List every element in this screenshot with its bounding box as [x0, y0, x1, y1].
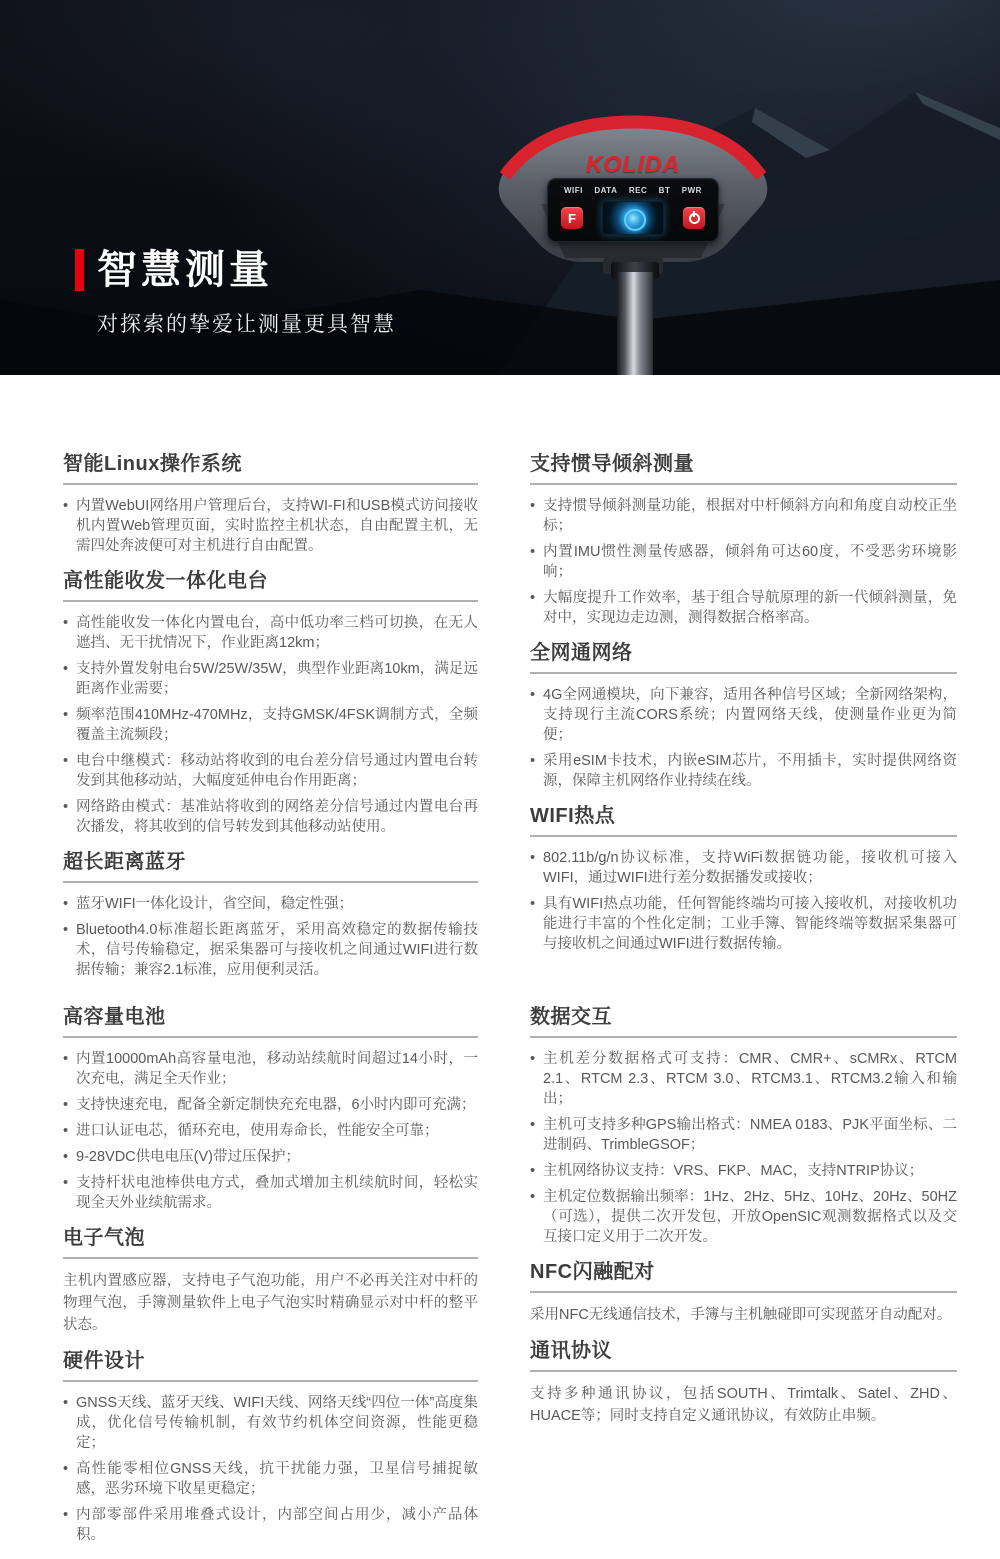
brand-logo: KOLIDA [585, 151, 681, 177]
spec-section [530, 1340, 957, 1427]
page-subtitle: 对探索的挚爱让测量更具智慧 [97, 313, 396, 336]
spec-section [530, 1261, 957, 1326]
spec-list [63, 496, 478, 556]
panel-led-label: WIFI [564, 186, 583, 195]
spec-bullet: • GNSS天线、蓝牙天线、WIFI天线、网络天线“四位一体”高度集成，优化信号传输机制，有效节约机体空间资源，性能更稳定； [63, 1393, 478, 1453]
spec-bullet: • 频率范围410MHz-470MHz，支持GMSK/4FSK调制方式，全频覆盖主流频段； [63, 705, 478, 745]
spec-section [63, 1227, 478, 1336]
section-title: WIFI热点 [530, 805, 957, 837]
section-title: 数据交互 [530, 1006, 957, 1038]
function-button[interactable]: F [561, 207, 583, 229]
spec-section [530, 453, 957, 628]
section-title: 全网通网络 [530, 642, 957, 674]
section-title: NFC闪融配对 [530, 1261, 957, 1293]
section-title: 高容量电池 [63, 1006, 478, 1038]
gnss-receiver-device [495, 112, 771, 278]
spec-paragraph: 支持多种通讯协议，包括SOUTH、Trimtalk、Satel、ZHD、HUACE等；同时支持自定义通讯协议，有效防止串频。 [530, 1386, 957, 1424]
section-title: 电子气泡 [63, 1227, 478, 1259]
spec-section [530, 805, 957, 954]
spec-section [530, 642, 957, 791]
spec-bullet: • 支持杆状电池棒供电方式，叠加式增加主机续航时间，轻松实现全天外业续航需求。 [63, 1173, 478, 1213]
spec-bullet: • Bluetooth4.0标准超长距离蓝牙，采用高效稳定的数据传输技术，信号传输稳定，据采集器可与接收机之间通过WIFI进行数据传输；兼容2.1标准，应用便利灵活。 [63, 920, 478, 980]
spec-bullet: • 4G全网通模块，向下兼容，适用各种信号区域；全新网络架构，支持现行主流CORS系统；内置网络天线，使测量作业更为简便； [530, 685, 957, 745]
spec-list [530, 685, 957, 791]
spec-column-left-top [63, 453, 478, 1006]
spec-bullet: • 高性能零相位GNSS天线，抗干扰能力强，卫星信号捕捉敏感，恶劣环境下收星更稳定； [63, 1459, 478, 1499]
spec-list [530, 496, 957, 628]
spec-bullet: • 主机网络协议支持：VRS、FKP、MAC，支持NTRIP协议； [530, 1161, 957, 1181]
section-title: 高性能收发一体化电台 [63, 570, 478, 602]
spec-bullet: • 支持惯导倾斜测量功能，根据对中杆倾斜方向和角度自动校正坐标； [530, 496, 957, 536]
spec-bullet: • 内置IMU惯性测量传感器，倾斜角可达60度，不受恶劣环境影响； [530, 542, 957, 582]
power-icon [689, 213, 700, 224]
device-front-panel [547, 178, 719, 242]
red-accent-bar [75, 249, 84, 291]
spec-list [63, 894, 478, 980]
spec-section [63, 453, 478, 556]
spec-list [530, 1049, 957, 1247]
spec-bullet: • 9-28VDC供电电压(V)带过压保护； [63, 1147, 478, 1167]
spec-list [63, 1393, 478, 1545]
hero-title-block [75, 249, 396, 338]
spec-column-right-bottom [530, 1006, 957, 1559]
spec-list [63, 1049, 478, 1213]
spec-bullet: • 内置WebUI网络用户管理后台，支持WI-FI和USB模式访问接收机内置Web管理页面，实时监控主机状态，自由配置主机，无需四处奔波便可对主机进行自由配置。 [63, 496, 478, 556]
section-title: 超长距离蓝牙 [63, 851, 478, 883]
spec-bullet: • 高性能收发一体化内置电台，高中低功率三档可切换，在无人遮挡、无干扰情况下，作业距离12km； [63, 613, 478, 653]
spec-bullet: • 电台中继模式：移动站将收到的电台差分信号通过内置电台转发到其他移动站，大幅度延伸电台作用距离； [63, 751, 478, 791]
panel-led-label: BT [658, 186, 671, 195]
spec-bullet: • 大幅度提升工作效率，基于组合导航原理的新一代倾斜测量，免对中，实现边走边测，测得数据合格率高。 [530, 588, 957, 628]
power-button[interactable] [683, 207, 705, 229]
spec-bullet: • 内部零部件采用堆叠式设计，内部空间占用少，减小产品体积。 [63, 1505, 478, 1545]
spec-bullet: • 进口认证电芯，循环充电，使用寿命长，性能安全可靠； [63, 1121, 478, 1141]
spec-bullet: • 802.11b/g/n协议标准，支持WiFi数据链功能，接收机可接入WIFI，通过WIFI进行差分数据播发或接收； [530, 848, 957, 888]
spec-section [63, 1350, 478, 1545]
panel-led-label: PWR [681, 186, 702, 195]
spec-column-right-top [530, 453, 957, 1006]
spec-section [530, 1006, 957, 1247]
spec-bullet: • 支持外置发射电台5W/25W/35W，典型作业距离10km，满足远距离作业需要； [63, 659, 478, 699]
spec-bullet: • 网络路由模式：基准站将收到的网络差分信号通过内置电台再次播发，将其收到的信号转发到其他移动站使用。 [63, 797, 478, 837]
spec-paragraph: 主机内置感应器，支持电子气泡功能，用户不必再关注对中杆的物理气泡，手簿测量软件上电子气泡实时精确显示对中杆的整平状态。 [63, 1273, 478, 1333]
panel-led-label: DATA [594, 186, 618, 195]
section-title: 硬件设计 [63, 1350, 478, 1382]
spec-list [63, 613, 478, 837]
spec-bullet: • 主机差分数据格式可支持：CMR、CMR+、sCMRx、RTCM 2.1、RTCM 2.3、RTCM 3.0、RTCM3.1、RTCM3.2输入和输出； [530, 1049, 957, 1109]
hero-banner [0, 0, 1000, 375]
spec-bullet: • 主机定位数据输出频率：1Hz、2Hz、5Hz、10Hz、20Hz、50HZ（可选），提供二次开发包，开放OpenSIC观测数据格式以及交互接口定义用于二次开发。 [530, 1187, 957, 1247]
spec-bullet: • 具有WIFI热点功能，任何智能终端均可接入接收机，对接收机功能进行丰富的个性化定制；工业手簿、智能终端等数据采集器可与接收机之间通过WIFI进行数据传输。 [530, 894, 957, 954]
section-title: 通讯协议 [530, 1340, 957, 1372]
page-title: 智慧测量 [97, 248, 273, 292]
device-pole [617, 272, 653, 375]
spec-bullet: • 内置10000mAh高容量电池，移动站续航时间超过14小时，一次充电，满足全天作业； [63, 1049, 478, 1089]
section-title: 智能Linux操作系统 [63, 453, 478, 485]
spec-bullet: • 支持快速充电，配备全新定制快充充电器，6小时内即可充满； [63, 1095, 478, 1115]
spec-content [0, 375, 1000, 1559]
spec-column-left-bottom [63, 1006, 478, 1559]
spec-bullet: • 采用eSIM卡技术，内嵌eSIM芯片，不用插卡，实时提供网络资源，保障主机网络作业持续在线。 [530, 751, 957, 791]
section-title: 支持惯导倾斜测量 [530, 453, 957, 485]
spec-bullet: • 蓝牙WIFI一体化设计，省空间，稳定性强； [63, 894, 478, 914]
device-screen [602, 201, 664, 235]
spec-paragraph: 采用NFC无线通信技术，手簿与主机触碰即可实现蓝牙自动配对。 [530, 1307, 952, 1323]
spec-bullet: • 主机可支持多种GPS输出格式：NMEA 0183、PJK平面坐标、二进制码、TrimbleGSOF； [530, 1115, 957, 1155]
panel-labels [548, 179, 718, 195]
spec-list [530, 848, 957, 954]
panel-led-label: REC [628, 186, 648, 195]
spec-section [63, 1006, 478, 1213]
spec-section [63, 570, 478, 837]
spec-section [63, 851, 478, 980]
